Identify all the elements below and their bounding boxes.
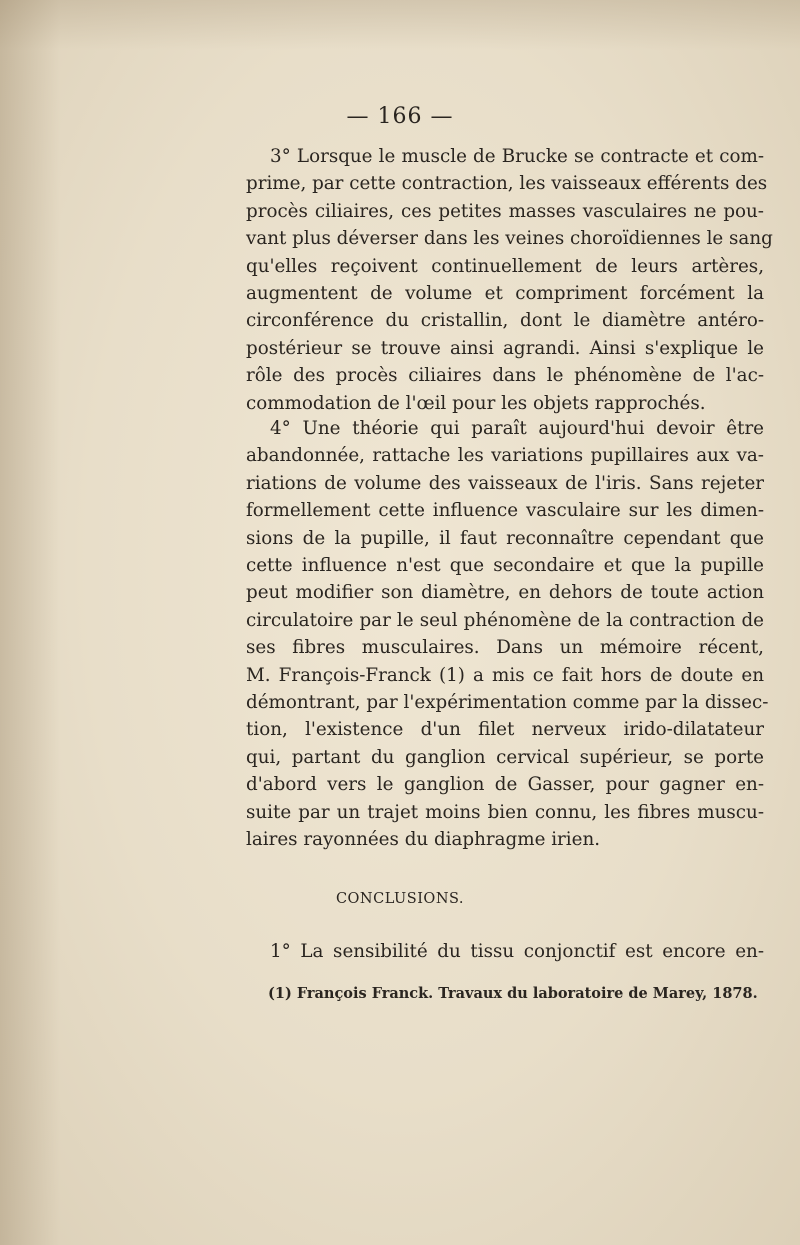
text-line: circulatoire par le seul phénomène de la contraction de [246,609,764,631]
text-line: riations de volume des vaisseaux de l'iris. Sans rejeter [246,472,764,494]
text-line: augmentent de volume et compriment forcément la [246,283,764,305]
text-line: M. François-Franck (1) a mis ce fait hors de doute en [246,664,764,686]
text-line: rôle des procès ciliaires dans le phénomène de l'ac- [246,365,764,387]
text-line: démontrant, par l'expérimentation comme par la dissec- [246,692,769,714]
paragraph-3 [246,143,773,417]
page-top-shadow [0,0,800,50]
text-line: qui, partant du ganglion cervical supérieur, se porte [246,746,764,768]
text-line: procès ciliaires, ces petites masses vasculaires ne pou- [246,200,764,222]
text-line: laires rayonnées du diaphragme irien. [246,829,601,851]
conclusion-paragraph [246,938,764,965]
page-number: — 166 — [346,104,454,129]
text-line: 4° Une théorie qui paraît aujourd'hui devoir être [270,418,764,439]
page-gutter-shadow [0,0,60,1245]
text-line: abandonnée, rattache les variations pupillaires aux va- [246,445,764,467]
paragraph-4 [246,415,769,854]
text-line: cette influence n'est que secondaire et que la pupille [246,555,764,577]
text-line: vant plus déverser dans les veines choroïdiennes le sang [246,228,773,250]
text-line: tion, l'existence d'un filet nerveux irido-dilatateur [246,719,764,741]
text-line: suite par un trajet moins bien connu, les fibres muscu- [246,801,764,823]
text-line: peut modifier son diamètre, en dehors de toute action [246,582,764,604]
text-line: commodation de l'œil pour les objets rapprochés. [246,392,706,414]
text-line: formellement cette influence vasculaire sur les dimen- [246,500,764,522]
text-line: qu'elles reçoivent continuellement de leurs artères, [246,255,764,277]
section-heading: CONCLUSIONS. [335,891,465,907]
text-line: postérieur se trouve ainsi agrandi. Ainsi s'explique le [246,337,764,359]
text-line: circonférence du cristallin, dont le diamètre antéro- [246,310,764,332]
text-line: 3° Lorsque le muscle de Brucke se contracte et com- [270,146,764,167]
text-line: prime, par cette contraction, les vaisseaux efférents des [246,173,768,195]
text-line: d'abord vers le ganglion de Gasser, pour gagner en- [246,774,764,796]
text-line: sions de la pupille, il faut reconnaître cependant que [246,527,764,549]
footnote: (1) François Franck. Travaux du laboratoire de Marey, 1878. [268,985,758,1002]
text-line: 1° La sensibilité du tissu conjonctif est encore en- [270,941,764,962]
text-line: ses fibres musculaires. Dans un mémoire récent, [246,637,764,659]
